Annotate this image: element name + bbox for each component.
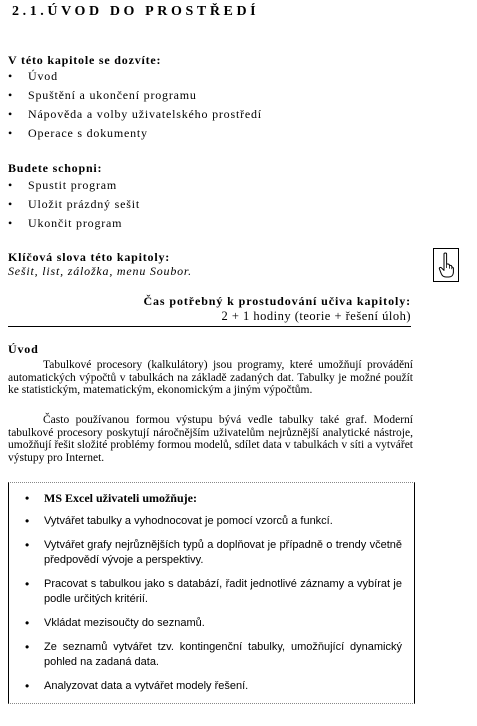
learn-heading: V této kapitole se dozvíte: [8,53,162,67]
excel-feature-item: • Analyzovat data a vytvářet modely řešení. [9,679,414,694]
excel-feature-item: • Vkládat mezisoučty do seznamů. [9,616,414,631]
divider [8,326,411,327]
able-item: • Uložit prázdný sešit [8,195,140,214]
able-heading: Budete schopni: [8,161,103,175]
excel-features-box [8,482,415,704]
able-list [8,176,140,233]
time-required-value: 2 + 1 hodiny (teorie + řešení úloh) [221,309,411,323]
excel-feature-item: • Pracovat s tabulkou jako s databází, řadit jednotlivé záznamy a vybírat je podle určitých kritérií. [9,577,414,607]
time-required-label: Čas potřebný k prostudování učiva kapitoly: [143,294,411,308]
excel-features-heading: • MS Excel uživateli umožňuje: [9,491,414,506]
able-item: • Ukončit program [8,214,140,233]
learn-item: • Úvod [8,67,262,86]
intro-paragraph-1: Tabulkové procesory (kalkulátory) jsou programy, které umožňují provádění automatických výpočtů v tabulkách na základě zadaných dat. Tabulky je možné použít ke statistickým, matematickým, ekonomickým a jiným výpočtům. [8,359,413,397]
learn-item: • Operace s dokumenty [8,124,262,143]
hand-pointing-up-icon [433,248,459,282]
able-item: • Spustit program [8,176,140,195]
excel-feature-item: • Vytvářet grafy nejrůznějších typů a doplňovat je případně o trendy včetně předpovědí vývoje a perspektivy. [9,538,414,568]
learn-item: • Nápověda a volby uživatelského prostředí [8,105,262,124]
excel-feature-item: • Vytvářet tabulky a vyhodnocovat je pomocí vzorců a funkcí. [9,514,414,529]
intro-heading: Úvod [8,342,39,356]
keywords-heading: Klíčová slova této kapitoly: [8,250,171,264]
learn-list [8,67,262,143]
excel-features-list [9,491,414,703]
keywords-text: Sešit, list, záložka, menu Soubor. [8,264,192,278]
learn-item: • Spuštění a ukončení programu [8,86,262,105]
chapter-title: 2.1.ÚVOD DO PROSTŘEDÍ [12,4,260,19]
excel-feature-item: • Ze seznamů vytvářet tzv. kontingenční tabulky, umožňující dynamický pohled na zadaná data. [9,640,414,670]
intro-paragraph-2: Často používanou formou výstupu bývá vedle tabulky také graf. Moderní tabulkové procesory poskytují náročnějším uživatelům nejrůznější analytické nástroje, umožňují řešit složité problémy formou modelů, sdílet data v tabulkách v síti a vytvářet výstupy pro Internet. [8,414,413,464]
